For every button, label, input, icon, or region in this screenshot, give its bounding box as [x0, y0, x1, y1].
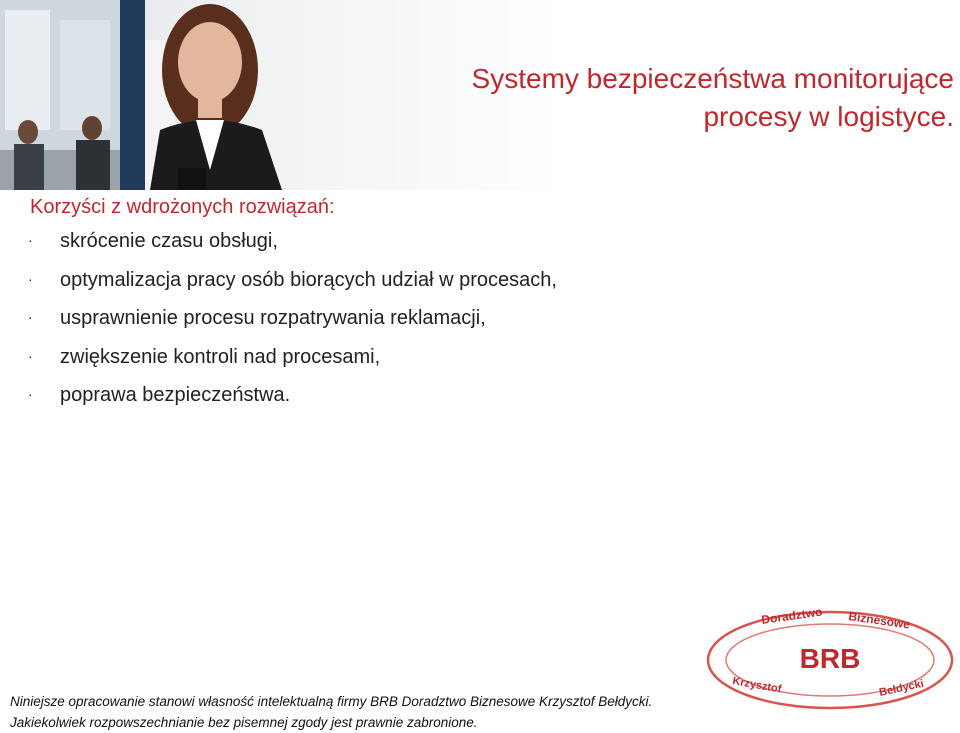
bullet: ·	[28, 386, 33, 402]
title-line-1: Systemy bezpieczeństwa monitorujące	[471, 63, 954, 94]
logo-top-left-text: Doradztwo	[760, 604, 824, 627]
copyright-footer	[10, 691, 652, 733]
logo-center-text: BRB	[799, 643, 861, 674]
benefit-text: optymalizacja pracy osób biorących udział w procesach,	[60, 268, 557, 291]
footer-line-2: Jakiekolwiek rozpowszechnianie bez pisemnej zgody jest prawnie zabronione.	[10, 715, 478, 730]
bullet: ·	[28, 347, 33, 364]
footer-line-1: Niniejsze opracowanie stanowi własność intelektualną firmy BRB Doradztwo Biznesowe Krzysztof Bełdycki.	[10, 694, 653, 709]
title-line-2: procesy w logistyce.	[703, 101, 954, 132]
logo-bottom-left-text: Krzysztof	[731, 675, 783, 696]
benefit-text: usprawnienie procesu rozpatrywania reklamacji,	[60, 307, 486, 329]
benefit-text: skrócenie czasu obsługi,	[60, 230, 278, 252]
benefit-text: poprawa bezpieczeństwa.	[60, 384, 291, 406]
brb-logo	[700, 600, 960, 720]
logo-bottom-right-text: Bełdycki	[878, 677, 925, 699]
benefits-heading: Korzyści z wdrożonych rozwiązań:	[30, 196, 335, 218]
page-title	[354, 60, 954, 136]
bullet: ·	[28, 270, 33, 287]
bullet: ·	[28, 232, 33, 248]
bullet: ·	[28, 309, 33, 325]
benefit-text: zwiększenie kontroli nad procesami,	[60, 345, 381, 368]
logo-top-right-text: Biznesowe	[847, 609, 911, 632]
